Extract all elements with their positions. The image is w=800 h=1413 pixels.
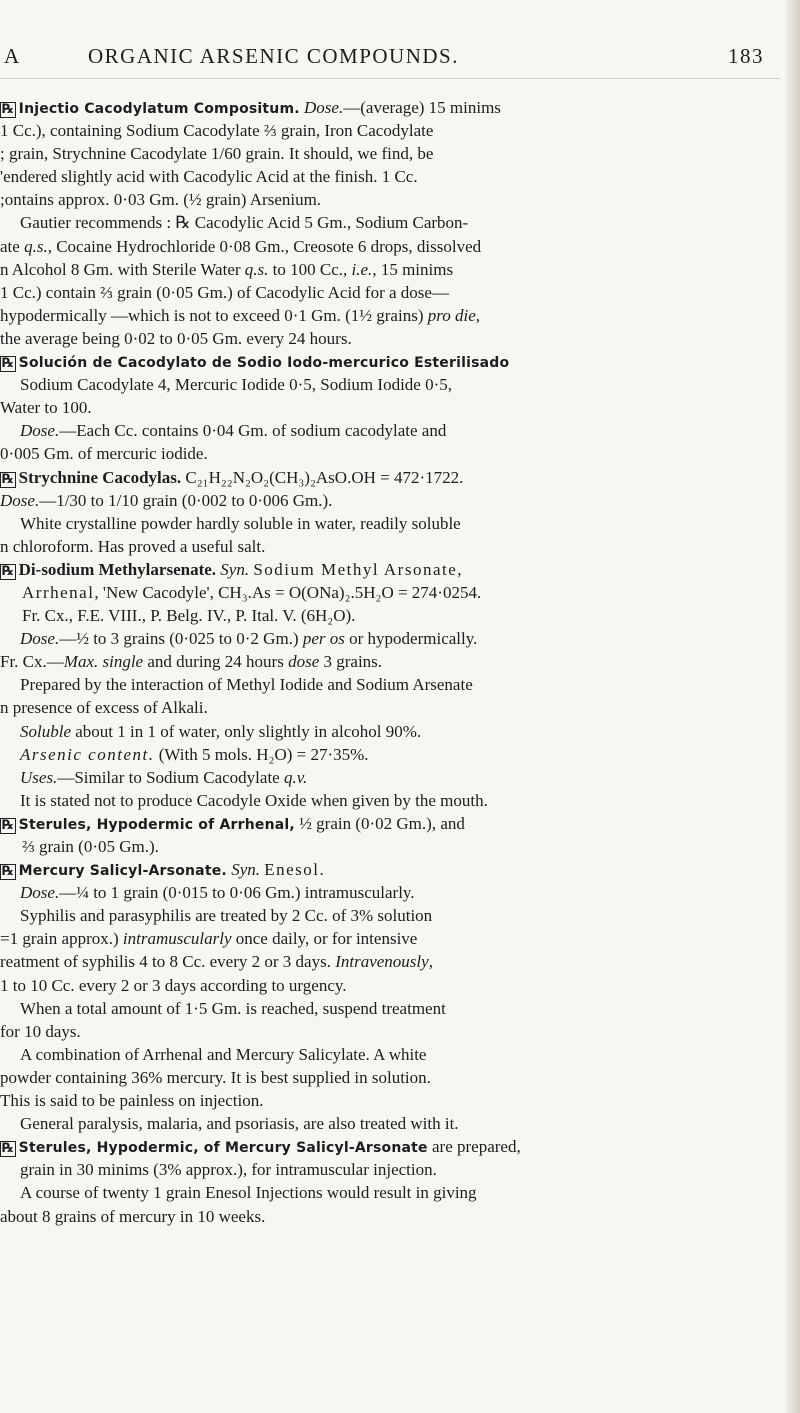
text-segment: Enesol.: [264, 860, 326, 880]
text-line: [0, 419, 778, 442]
text-line: [0, 1066, 778, 1089]
text-line: [0, 442, 778, 465]
text-segment: —Each Cc. contains 0·04 Gm. of sodium cacodylate and: [59, 421, 447, 441]
text-segment: It is stated not to produce Cacodyle Oxide when given by the mouth.: [20, 790, 488, 810]
text-segment: pro die: [427, 305, 476, 325]
text-segment: 'endered slightly acid with Cacodylic Acid at the finish. 1 Cc.: [0, 167, 418, 187]
text-segment: Di-sodium Methylarsenate.: [18, 559, 217, 579]
text-segment: powder containing 36% mercury. It is best supplied in solution.: [0, 1067, 431, 1087]
text-line: [0, 789, 778, 812]
text-line: [0, 858, 778, 881]
text-line: [0, 188, 778, 211]
text-segment: Prepared by the interaction of Methyl Iodide and Sodium Arsenate: [20, 675, 473, 695]
prescription-symbol-icon: ℞: [2, 817, 14, 833]
text-segment: Fr. Cx., F.E. VIII., P. Belg. IV., P. Ital. V. (6H₂O).: [22, 606, 356, 626]
text-line: [0, 142, 778, 165]
text-line: [0, 835, 778, 858]
text-line: [0, 489, 778, 512]
text-segment: A course of twenty 1 grain Enesol Injections would result in giving: [20, 1183, 477, 1203]
text-line: [0, 581, 778, 604]
text-segment: and during 24 hours: [143, 652, 289, 672]
text-segment: q.v.: [283, 767, 308, 787]
text-line: [0, 558, 778, 581]
text-line: [0, 904, 778, 927]
text-line: [0, 720, 778, 743]
text-segment: , 'New Cacodyle', CH₃.As = O(ONa)₂.5H₂O = 274·0254.: [94, 582, 482, 602]
text-segment: General paralysis, malaria, and psoriasis, are also treated with it.: [20, 1114, 459, 1134]
header-section-mark: A: [4, 44, 21, 68]
text-segment: 1 to 10 Cc. every 2 or 3 days according to urgency.: [0, 975, 347, 995]
text-segment: 1 Cc.), containing Sodium Cacodylate ⅔ grain, Iron Cacodylate: [0, 121, 434, 141]
prescription-symbol-icon: ℞: [2, 471, 14, 487]
text-segment: n presence of excess of Alkali.: [0, 698, 208, 718]
text-segment: once daily, or for intensive: [231, 929, 418, 949]
text-segment: —¼ to 1 grain (0·015 to 0·06 Gm.) intramuscularly.: [59, 883, 415, 903]
page-number: 183: [728, 44, 764, 68]
text-line: [0, 327, 778, 350]
text-segment: q.s.: [24, 236, 48, 256]
text-segment: about 8 grains of mercury in 10 weeks.: [0, 1206, 266, 1226]
text-segment: Sodium Cacodylate 4, Mercuric Iodide 0·5, Sodium Iodide 0·5,: [20, 375, 452, 395]
text-line: [0, 119, 778, 142]
text-segment: Sodium Methyl Arsonate,: [253, 559, 464, 579]
page-edge-shadow: [786, 0, 800, 1413]
text-segment: 3 grains.: [319, 652, 383, 672]
text-segment: Injectio Cacodylatum Compositum.: [18, 101, 300, 117]
text-segment: Solución de Cacodylato de Sodio Iodo-mercurico Esterilisado: [18, 355, 510, 372]
text-line: [0, 96, 778, 119]
text-segment: Arrhenal: [22, 582, 95, 602]
text-line: [0, 881, 778, 904]
text-segment: grain in 30 minims (3% approx.), for intramuscular injection.: [20, 1160, 437, 1180]
text-segment: Intravenously: [335, 952, 429, 972]
text-segment: ½ grain (0·02 Gm.), and: [294, 813, 465, 833]
text-segment: to 100 Cc.,: [268, 259, 352, 279]
header-title: ORGANIC ARSENIC COMPOUNDS.: [88, 44, 459, 68]
text-segment: i.e.: [351, 259, 373, 279]
text-line: [0, 535, 778, 558]
body-text: [0, 96, 778, 1228]
text-segment: or hypodermically.: [344, 629, 478, 649]
prescription-symbol-icon: ℞: [2, 1141, 14, 1157]
text-segment: Dose.: [20, 883, 60, 903]
text-segment: q.s.: [244, 259, 269, 279]
text-segment: ;ontains approx. 0·03 Gm. (½ grain) Arsenium.: [0, 190, 322, 210]
text-segment: Fr. Cx.—: [0, 652, 64, 672]
text-line: [0, 304, 778, 327]
prescription-symbol-icon: ℞: [2, 102, 14, 117]
text-segment: Arsenic content.: [20, 744, 155, 764]
text-segment: for 10 days.: [0, 1021, 81, 1041]
text-segment: Dose.: [0, 490, 40, 510]
text-line: [0, 373, 778, 396]
text-line: [0, 997, 778, 1020]
text-line: [0, 1089, 778, 1112]
text-segment: Sterules, Hypodermic, of Mercury Salicyl-Arsonate: [18, 1140, 428, 1157]
prescription-symbol-icon: ℞: [2, 563, 14, 579]
text-segment: ,: [428, 952, 433, 972]
text-segment: ; grain, Strychnine Cacodylate 1/60 grain. It should, we find, be: [0, 144, 434, 164]
text-line: [0, 650, 778, 673]
text-segment: reatment of syphilis 4 to 8 Cc. every 2 or 3 days.: [0, 952, 336, 972]
text-segment: —Similar to Sodium Cacodylate: [57, 767, 284, 787]
text-segment: per os: [302, 629, 345, 649]
text-line: [0, 627, 778, 650]
prescription-symbol-icon: ℞: [2, 864, 14, 880]
text-segment: about 1 in 1 of water, only slightly in alcohol 90%.: [71, 721, 422, 741]
text-segment: dose: [288, 652, 320, 672]
text-segment: 0·005 Gm. of mercuric iodide.: [0, 444, 208, 464]
text-line: [0, 1020, 778, 1043]
text-segment: Mercury Salicyl-Arsonate.: [18, 863, 227, 880]
text-segment: When a total amount of 1·5 Gm. is reached, suspend treatment: [20, 998, 446, 1018]
text-line: [0, 696, 778, 719]
text-segment: (With 5 mols. H₂O) = 27·35%.: [154, 744, 369, 764]
text-line: [0, 258, 778, 281]
text-line: [0, 812, 778, 835]
text-segment: ⅔ grain (0·05 Gm.).: [22, 837, 159, 856]
text-segment: Gautier recommends : ℞ Cacodylic Acid 5 Gm., Sodium Carbon-: [20, 213, 469, 233]
text-segment: Water to 100.: [0, 398, 92, 418]
text-line: [0, 396, 778, 419]
text-line: [0, 211, 778, 234]
text-line: [0, 927, 778, 950]
text-line: [0, 1112, 778, 1135]
text-segment: Syn.: [231, 860, 260, 880]
text-segment: hypodermically —which is not to exceed 0·1 Gm. (1½ grains): [0, 305, 428, 325]
text-line: [0, 766, 778, 789]
text-segment: Syn.: [220, 559, 250, 579]
text-segment: the average being 0·02 to 0·05 Gm. every 24 hours.: [0, 328, 352, 348]
text-segment: Max. single: [63, 652, 144, 672]
text-line: [0, 673, 778, 696]
text-segment: C₂₁H₂₂N₂O₂(CH₃)₂AsO.OH = 472·1722.: [181, 467, 464, 487]
text-segment: Sterules, Hypodermic of Arrhenal,: [18, 816, 295, 833]
text-segment: =1 grain approx.): [0, 929, 123, 949]
text-line: [0, 512, 778, 535]
text-segment: This is said to be painless on injection.: [0, 1091, 264, 1111]
text-segment: , 15 minims: [372, 259, 454, 279]
text-segment: are prepared,: [427, 1137, 521, 1157]
text-line: [0, 1043, 778, 1066]
text-line: [0, 974, 778, 997]
text-segment: ate: [0, 236, 25, 256]
header-divider: [0, 78, 780, 79]
text-line: [0, 743, 778, 766]
prescription-symbol-icon: ℞: [2, 356, 14, 372]
text-segment: A combination of Arrhenal and Mercury Salicylate. A white: [20, 1044, 427, 1064]
running-header: [0, 44, 790, 76]
text-segment: n Alcohol 8 Gm. with Sterile Water: [0, 259, 245, 279]
text-segment: Dose.: [20, 421, 60, 441]
text-segment: Uses.: [20, 767, 58, 787]
text-line: [0, 1205, 778, 1228]
text-segment: —1/30 to 1/10 grain (0·002 to 0·006 Gm.).: [39, 490, 333, 510]
text-line: [0, 1181, 778, 1204]
text-segment: Soluble: [20, 721, 71, 741]
text-segment: Dose.: [304, 98, 344, 117]
text-line: [0, 466, 778, 489]
text-line: [0, 604, 778, 627]
text-segment: White crystalline powder hardly soluble in water, readily soluble: [20, 513, 461, 533]
text-line: [0, 235, 778, 258]
text-line: [0, 1158, 778, 1181]
text-line: [0, 281, 778, 304]
text-segment: Syphilis and parasyphilis are treated by 2 Cc. of 3% solution: [20, 906, 433, 926]
text-line: [0, 950, 778, 973]
text-segment: 1 Cc.) contain ⅔ grain (0·05 Gm.) of Cacodylic Acid for a dose—: [0, 282, 449, 302]
text-segment: Dose.: [20, 629, 60, 649]
text-segment: —½ to 3 grains (0·025 to 0·2 Gm.): [59, 629, 303, 649]
text-segment: , Cocaine Hydrochloride 0·08 Gm., Creosote 6 drops, dissolved: [47, 236, 482, 256]
text-line: [0, 165, 778, 188]
text-segment: —(average) 15 minims: [343, 98, 501, 117]
text-segment: ,: [475, 305, 480, 325]
text-segment: n chloroform. Has proved a useful salt.: [0, 536, 266, 556]
text-line: [0, 1135, 778, 1158]
text-segment: Strychnine Cacodylas.: [18, 467, 182, 487]
text-segment: intramuscularly: [122, 929, 232, 949]
text-line: [0, 350, 778, 373]
